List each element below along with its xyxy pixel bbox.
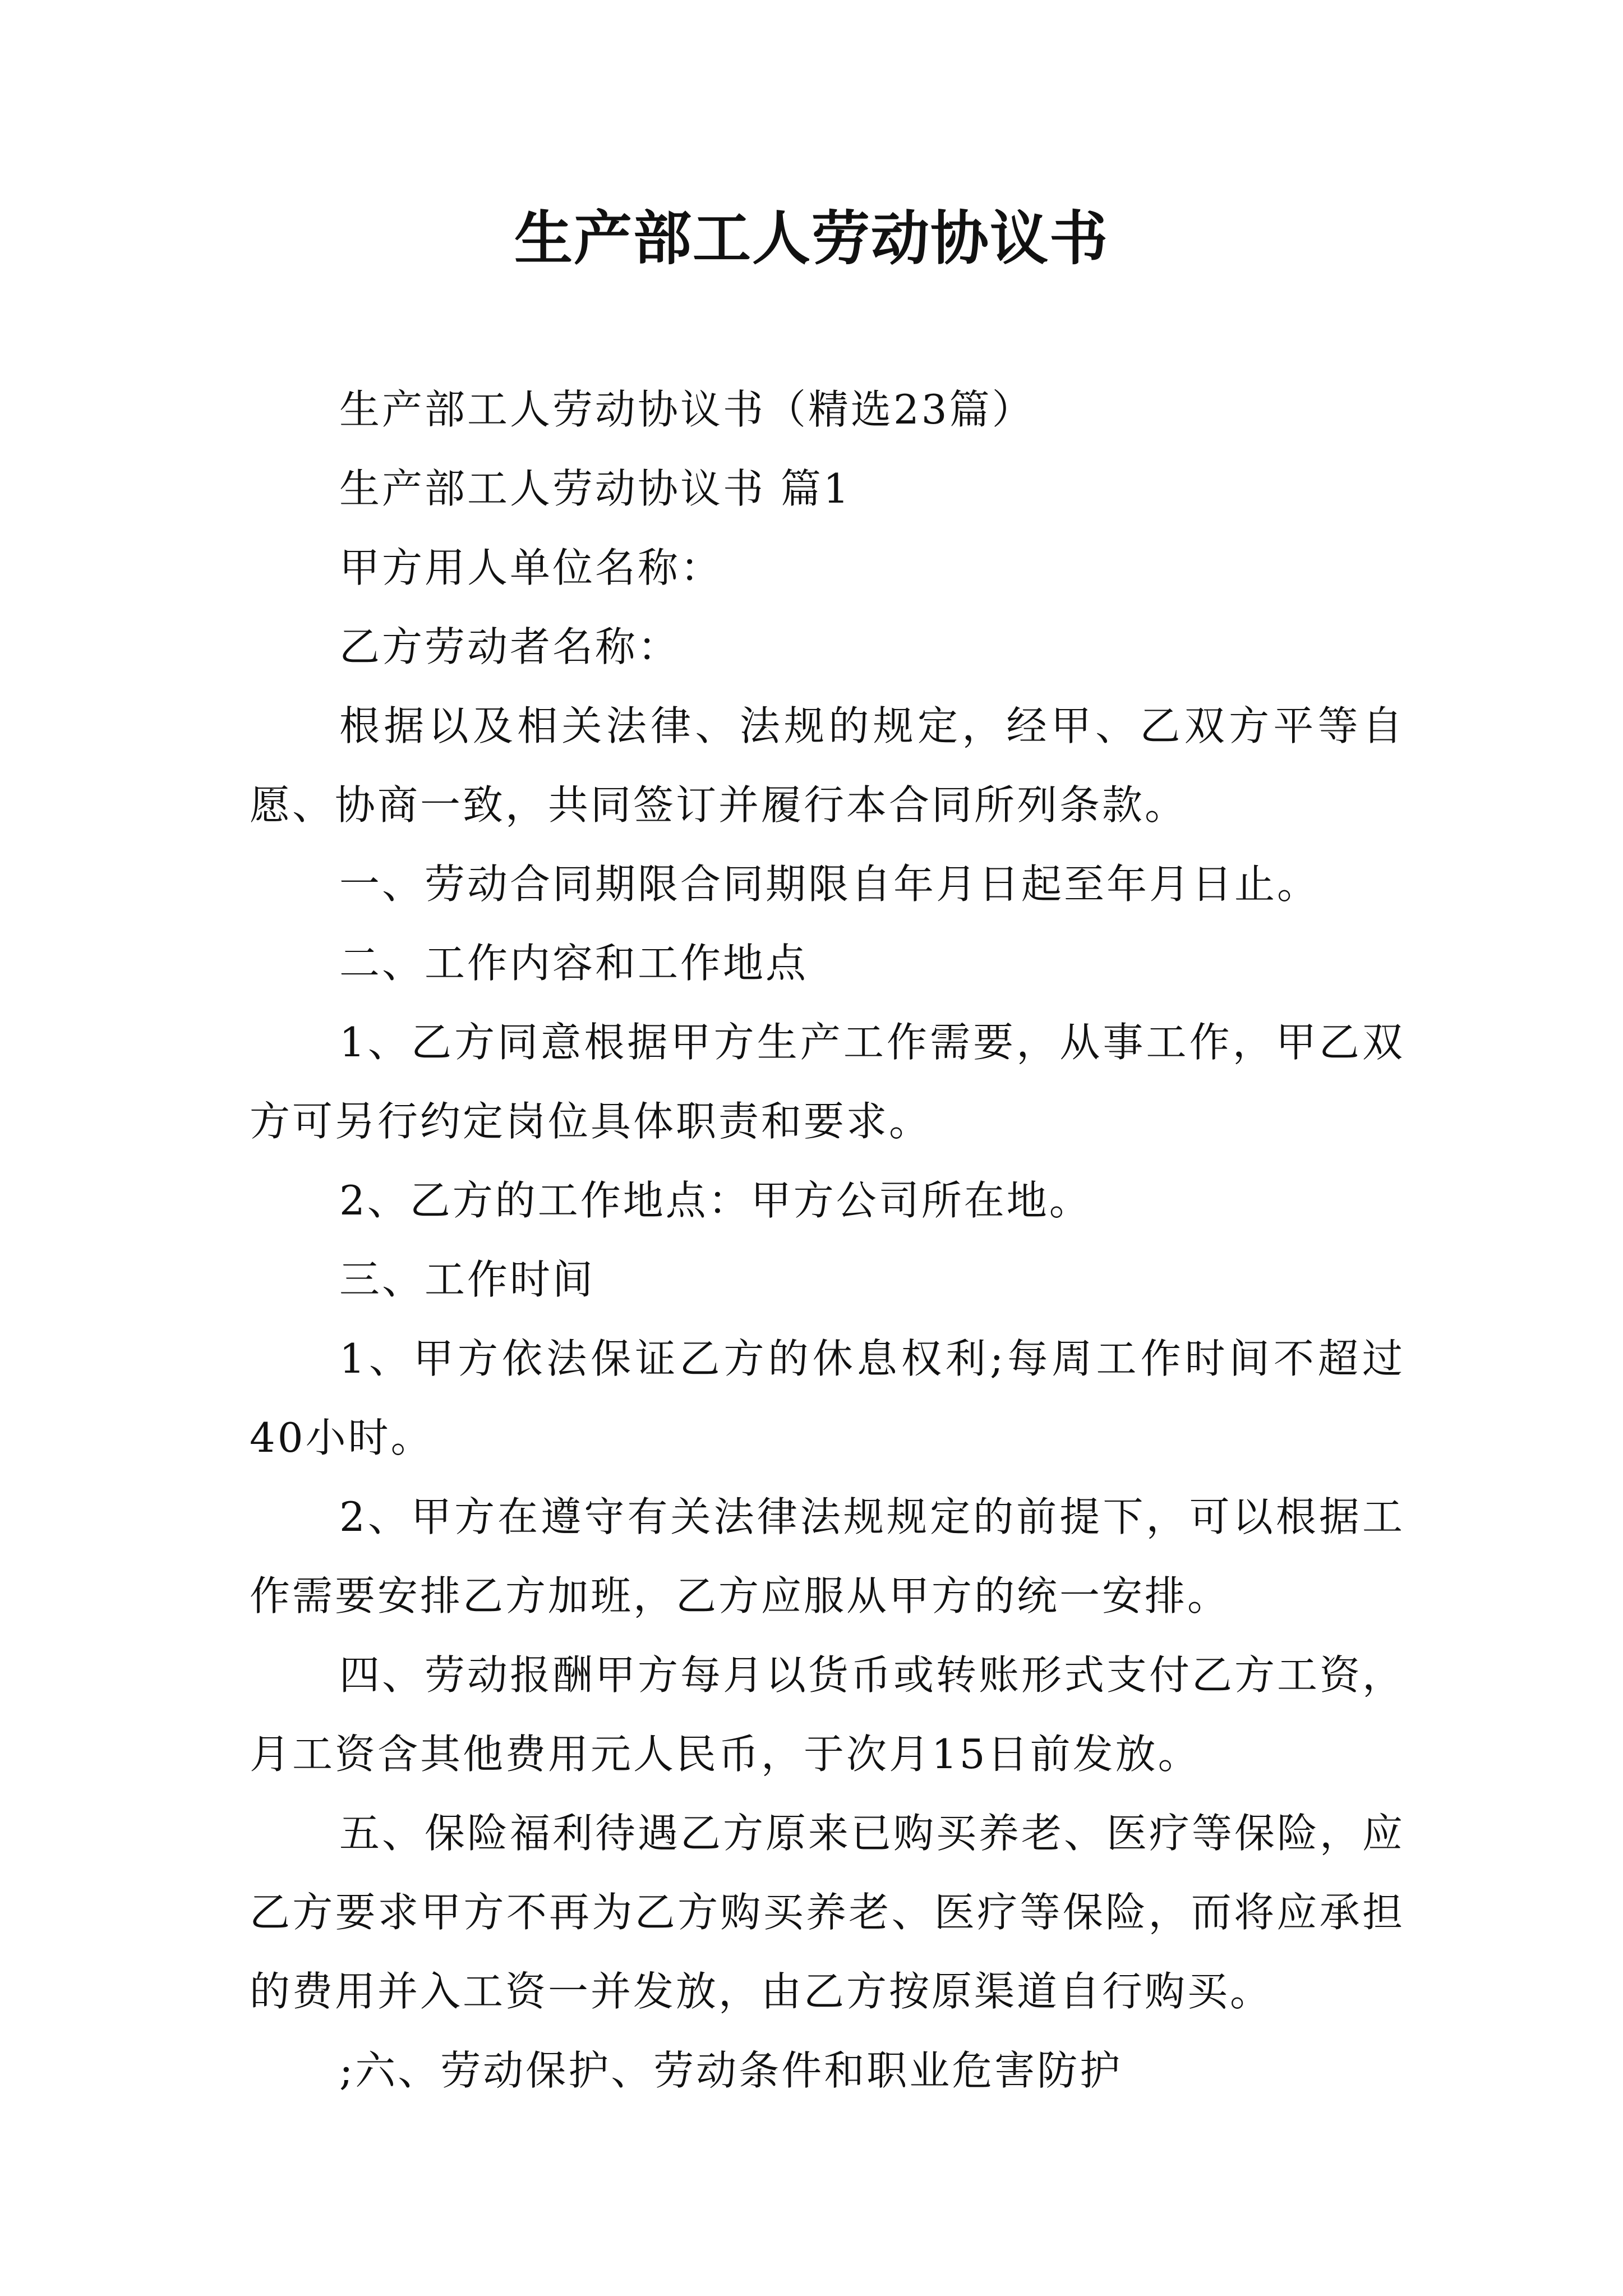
paragraph: 1、甲方依法保证乙方的休息权利;每周工作时间不超过40小时。 xyxy=(250,1335,1405,1461)
paragraph: 五、保险福利待遇乙方原来已购买养老、医疗等保险，应乙方要求甲方不再为乙方购买养老、医疗等保险，而将应承担的费用并入工资一并发放，由乙方按原渠道自行购买。 xyxy=(250,1810,1405,2015)
document-body xyxy=(250,370,1405,2110)
paragraph: 二、工作内容和工作地点 xyxy=(339,940,809,987)
paragraph: ;六、劳动保护、劳动条件和职业危害防护 xyxy=(339,2047,1123,2094)
paragraph: 2、乙方的工作地点：甲方公司所在地。 xyxy=(339,1177,1092,1224)
paragraph: 乙方劳动者名称： xyxy=(339,623,681,670)
document-title: 生产部工人劳动协议书 xyxy=(514,204,1109,273)
paragraph: 2、甲方在遵守有关法律法规规定的前提下，可以根据工作需要安排乙方加班，乙方应服从甲方的统一安排。 xyxy=(250,1493,1405,1619)
paragraph: 三、工作时间 xyxy=(339,1256,596,1303)
paragraph: 生产部工人劳动协议书 篇1 xyxy=(339,465,851,512)
paragraph: 四、劳动报酬甲方每月以货币或转账形式支付乙方工资，月工资含其他费用元人民币，于次月15日前发放。 xyxy=(250,1651,1405,1778)
paragraph: 生产部工人劳动协议书（精选23篇） xyxy=(339,386,1035,433)
paragraph: 根据以及相关法律、法规的规定，经甲、乙双方平等自愿、协商一致，共同签订并履行本合同所列条款。 xyxy=(250,702,1405,829)
paragraph: 1、乙方同意根据甲方生产工作需要，从事工作，甲乙双方可另行约定岗位具体职责和要求。 xyxy=(250,1019,1405,1145)
paragraph: 一、劳动合同期限合同期限自年月日起至年月日止。 xyxy=(339,861,1320,908)
paragraph: 甲方用人单位名称： xyxy=(339,544,723,591)
